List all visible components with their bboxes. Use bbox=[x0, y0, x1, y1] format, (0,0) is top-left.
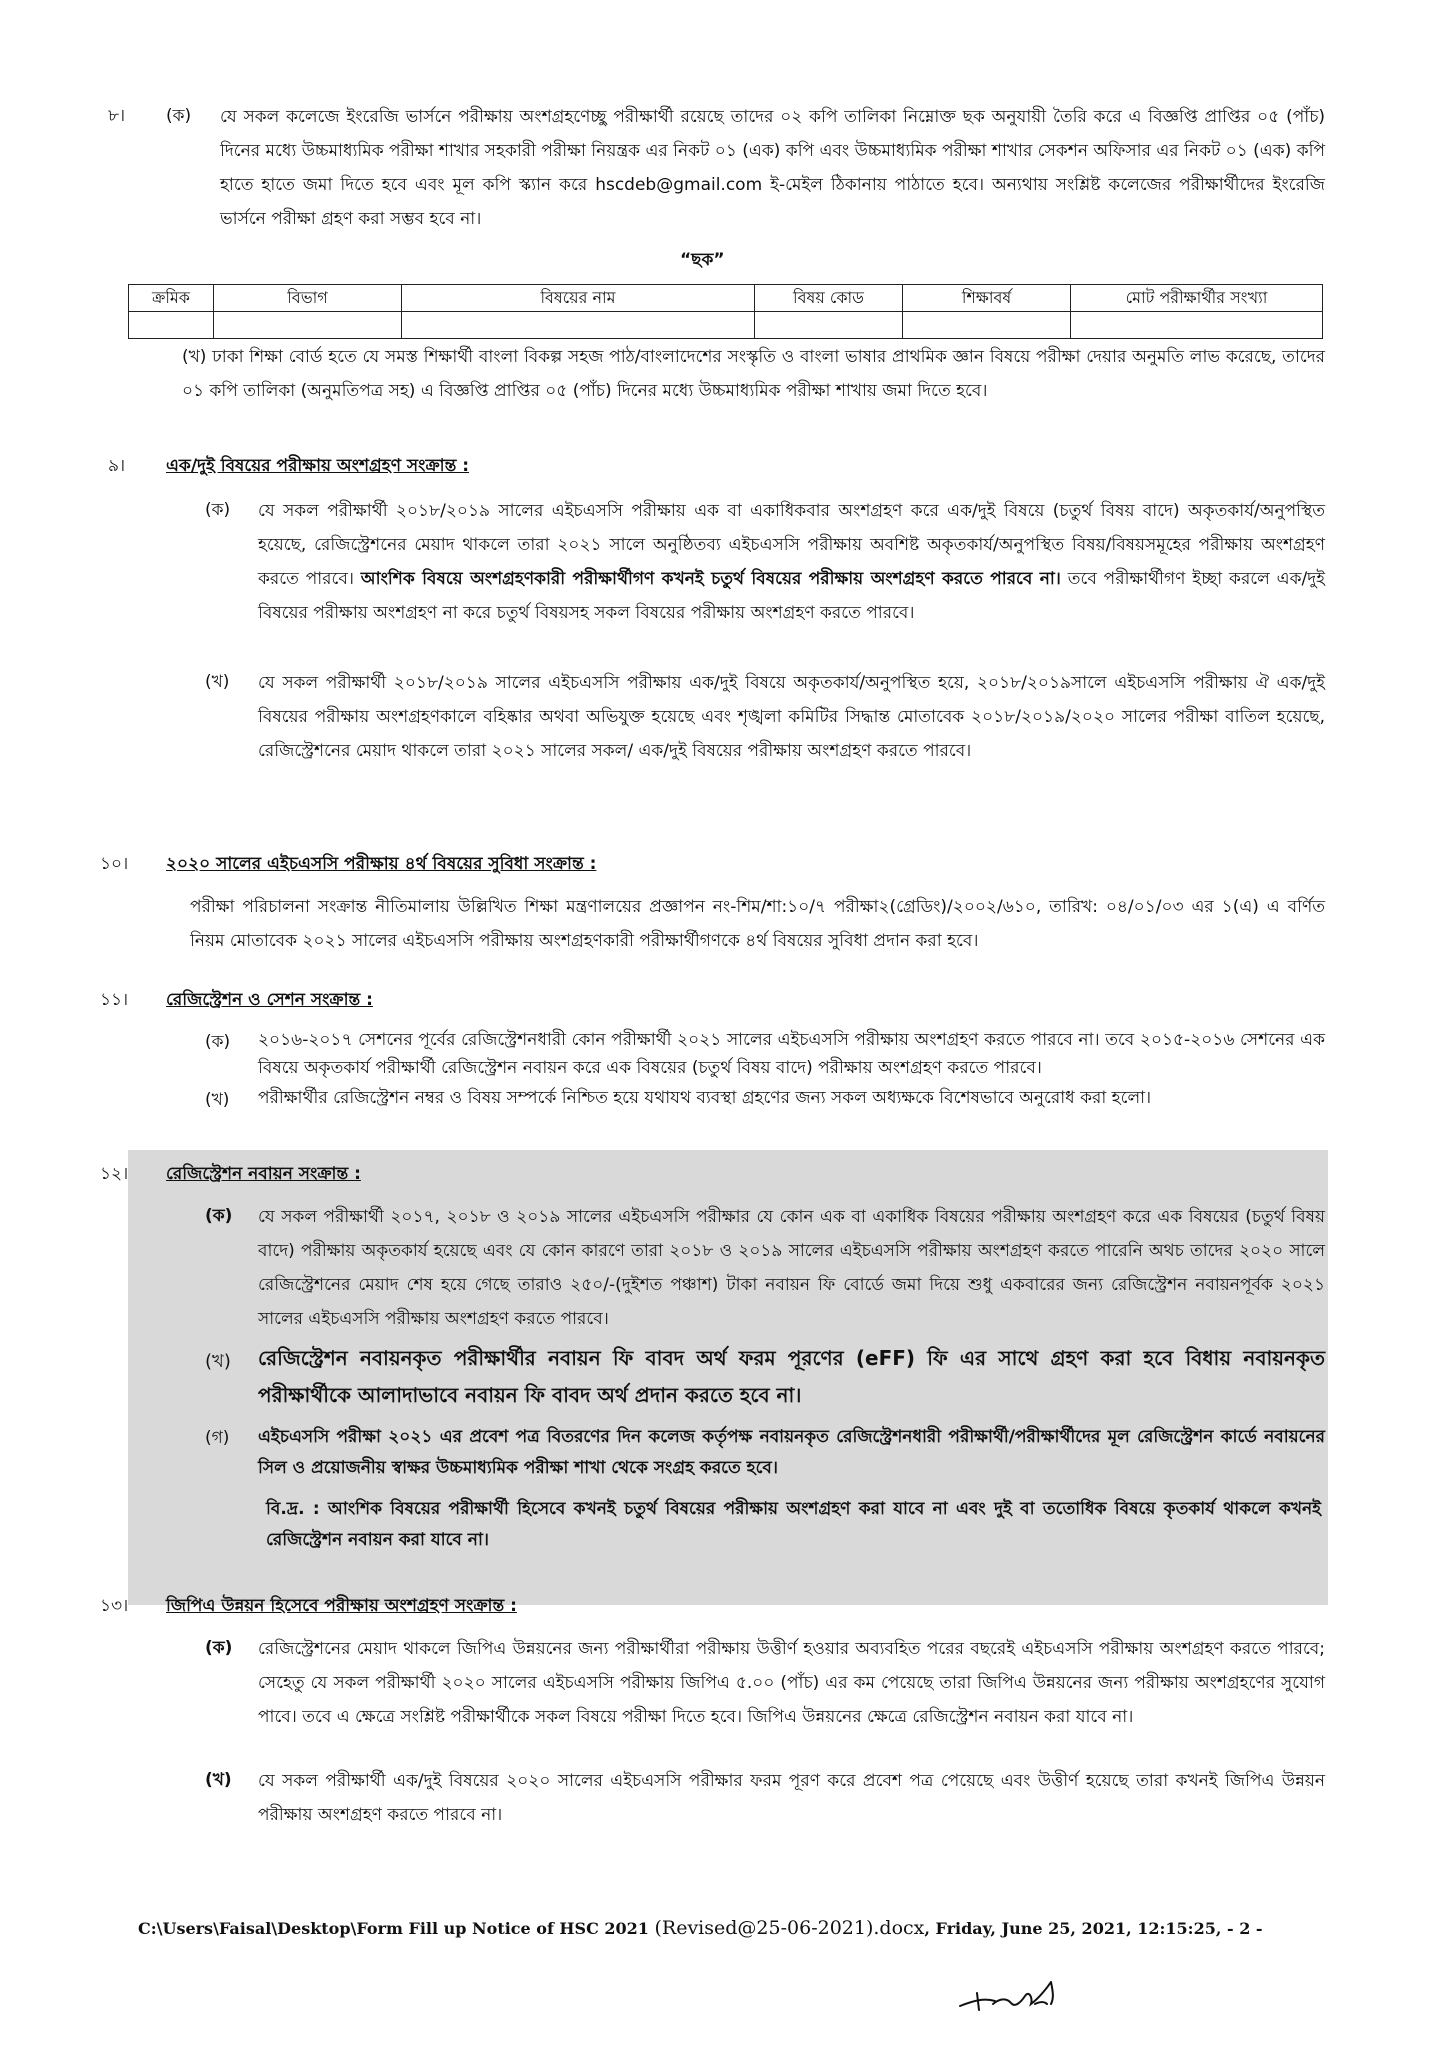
footer-meta: , Friday, June 25, 2021, 12:15:25, - 2 - bbox=[924, 1919, 1263, 1938]
section-9-ka-label: (ক) bbox=[205, 500, 231, 520]
footer-revised: (Revised@25-06-2021).docx bbox=[654, 1917, 925, 1939]
table-header-row bbox=[129, 285, 1323, 312]
section-12-ka-text: যে সকল পরীক্ষার্থী ২০১৭, ২০১৮ ও ২০১৯ সালের এইচএসসি পরীক্ষার যে কোন এক বা একাধিক বিষয়ের পরীক্ষায় অংশগ্রহণ করে এক বিষয়ের (চতুর্থ বিষয় বাদে) পরীক্ষায় অকৃতকার্য হয়েছে এবং যে কোন কারণে তারা ২০১৮ ও ২০১৯ সালের এইচএসসি পরীক্ষায় অংশগ্রহণ করতে পারেনি অথচ তাদের ২০২০ সালে রেজিস্ট্রেশনের মেয়াদ শেষ হয়ে গেছে তারাও ২৫০/-(দুইশত পঞ্চাশ) টাকা নবায়ন ফি বোর্ডে জমা দিয়ে শুধু একবারের জন্য রেজিস্ট্রেশন নবায়নপূর্বক ২০২১ সালের এইচএসসি পরীক্ষায় অংশগ্রহণ করতে পারবে। bbox=[258, 1207, 1325, 1329]
section-12-number: ১২। bbox=[100, 1164, 129, 1184]
table-header-cell: বিষয় কোড bbox=[755, 285, 903, 312]
section-8-ka-label: (ক) bbox=[166, 106, 192, 126]
section-12-heading: রেজিস্ট্রেশন নবায়ন সংক্রান্ত : bbox=[166, 1164, 361, 1184]
table-header-cell: শিক্ষাবর্ষ bbox=[903, 285, 1071, 312]
section-11-heading: রেজিস্ট্রেশন ও সেশন সংক্রান্ত : bbox=[166, 990, 373, 1010]
table-header-cell: ক্রমিক bbox=[129, 285, 214, 312]
section-13-ka-label: (ক) bbox=[205, 1638, 233, 1658]
section-9-ka-text-part2: তবে পরীক্ষার্থীগণ ইচ্ছা করলে এক/দুই বিষয়ের পরীক্ষায় অংশগ্রহণ না করে চতুর্থ বিষয়সহ সকল বিষয়ের পরীক্ষায় অংশগ্রহণ করতে পারবে। bbox=[258, 569, 1325, 623]
table-row bbox=[129, 312, 1323, 339]
section-10-number: ১০। bbox=[100, 854, 129, 874]
table-cell bbox=[903, 312, 1071, 339]
table-header-cell: বিভাগ bbox=[214, 285, 402, 312]
table-cell bbox=[755, 312, 903, 339]
section-9-number: ৯। bbox=[108, 456, 126, 476]
section-13-kha-label: (খ) bbox=[205, 1770, 232, 1790]
section-13-ka-text: রেজিস্ট্রেশনের মেয়াদ থাকলে জিপিএ উন্নয়নের জন্য পরীক্ষার্থীরা পরীক্ষায় উত্তীর্ণ হওয়ার অব্যবহিত পরের বছরেই এইচএসসি পরীক্ষায় অংশগ্রহণ করতে পারবে; সেহেতু যে সকল পরীক্ষার্থী ২০২০ সালের এইচএসসি পরীক্ষায় জিপিএ ৫.০০ (পাঁচ) এর কম পেয়েছে তারা জিপিএ উন্নয়নের জন্য পরীক্ষায় অংশগ্রহণের সুযোগ পাবে। তবে এ ক্ষেত্রে সংশ্লিষ্ট পরীক্ষার্থীকে সকল বিষয়ে পরীক্ষা দিতে হবে। জিপিএ উন্নয়নের ক্ষেত্রে রেজিস্ট্রেশন নবায়ন করা যাবে না। bbox=[258, 1639, 1325, 1727]
section-12-kha-label: (খ) bbox=[205, 1351, 231, 1372]
section-12-ga-label: (গ) bbox=[205, 1428, 230, 1448]
table-header-cell: মোট পরীক্ষার্থীর সংখ্যা bbox=[1071, 285, 1323, 312]
chhok-title: “ছক” bbox=[680, 250, 725, 270]
section-12-ka-label: (ক) bbox=[205, 1206, 233, 1226]
section-9-ka-text-bold: আংশিক বিষয়ে অংশগ্রহণকারী পরীক্ষার্থীগণ কখনই চতুর্থ বিষয়ের পরীক্ষায় অংশগ্রহণ করতে পারবে না। bbox=[360, 569, 1061, 589]
table-cell bbox=[129, 312, 214, 339]
section-12-ga-text: এইচএসসি পরীক্ষা ২০২১ এর প্রবেশ পত্র বিতরণের দিন কলেজ কর্তৃপক্ষ নবায়নকৃত রেজিস্ট্রেশনধারী পরীক্ষার্থী/পরীক্ষার্থীদের মূল রেজিস্ট্রেশন কার্ডে নবায়নের সিল ও প্রয়োজনীয় স্বাক্ষর উচ্চমাধ্যমিক পরীক্ষা শাখা থেকে সংগ্রহ করতে হবে। bbox=[258, 1427, 1325, 1479]
section-13-heading: জিপিএ উন্নয়ন হিসেবে পরীক্ষায় অংশগ্রহণ সংক্রান্ত : bbox=[166, 1596, 517, 1616]
section-9-ka-text-part1: যে সকল পরীক্ষার্থী ২০১৮/২০১৯ সালের এইচএসসি পরীক্ষায় এক বা একাধিকবার অংশগ্রহণ করে এক/দুই বিষয়ে (চতুর্থ বিষয় বাদে) অকৃতকার্য/অনুপস্থিত হয়েছে, রেজিস্ট্রেশনের মেয়াদ থাকলে তারা ২০২১ সালে অনুষ্ঠিতব্য এইচএসসি পরীক্ষায় অবশিষ্ট অকৃতকার্য/অনুপস্থিত বিষয়/বিষয়সমূহের পরীক্ষায় অংশগ্রহণ করতে পারবে। bbox=[258, 501, 1325, 589]
table-header-cell: বিষয়ের নাম bbox=[402, 285, 755, 312]
section-9-heading: এক/দুই বিষয়ের পরীক্ষায় অংশগ্রহণ সংক্রান্ত : bbox=[166, 456, 470, 476]
section-11-ka-text: ২০১৬-২০১৭ সেশনের পূর্বের রেজিস্ট্রেশনধারী কোন পরীক্ষার্থী ২০২১ সালের এইচএসসি পরীক্ষায় অংশগ্রহণ করতে পারবে না। তবে ২০১৫-২০১৬ সেশনের এক বিষয়ে অকৃতকার্য পরীক্ষার্থী রেজিস্ট্রেশন নবায়ন করে এক বিষয়ের (চতুর্থ বিষয় বাদে) পরীক্ষায় অংশগ্রহণ করতে পারবে। bbox=[258, 1030, 1325, 1079]
section-11-kha-text: পরীক্ষার্থীর রেজিস্ট্রেশন নম্বর ও বিষয় সম্পর্কে নিশ্চিত হয়ে যথাযথ ব্যবস্থা গ্রহণের জন্য সকল অধ্যক্ষকে বিশেষভাবে অনুরোধ করা হলো। bbox=[258, 1088, 1152, 1108]
table-cell bbox=[402, 312, 755, 339]
section-11-ka-label: (ক) bbox=[205, 1032, 231, 1052]
footer-path: C:\Users\Faisal\Desktop\Form Fill up Notice of HSC 2021 bbox=[138, 1919, 649, 1938]
section-10-text: পরীক্ষা পরিচালনা সংক্রান্ত নীতিমালায় উল্লিখিত শিক্ষা মন্ত্রণালয়ের প্রজ্ঞাপন নং-শিম/শা:১০/৭ পরীক্ষা২(গ্রেডিং)/২০০২/৬১০, তারিখ: ০৪/০১/০৩ এর ১(এ) এ বর্ণিত নিয়ম মোতাবেক ২০২১ সালের এইচএসসি পরীক্ষায় অংশগ্রহণকারী পরীক্ষার্থীগণকে ৪র্থ বিষয়ের সুবিধা প্রদান করা হবে। bbox=[190, 897, 1325, 951]
section-12-kha-text: রেজিস্ট্রেশন নবায়নকৃত পরীক্ষার্থীর নবায়ন ফি বাবদ অর্থ ফরম পূরণের (eFF) ফি এর সাথে গ্রহণ করা হবে বিধায় নবায়নকৃত পরীক্ষার্থীকে আলাদাভাবে নবায়ন ফি বাবদ অর্থ প্রদান করতে হবে না। bbox=[258, 1346, 1325, 1407]
section-11-kha-label: (খ) bbox=[205, 1090, 230, 1110]
section-8-ka-text: যে সকল কলেজে ইংরেজি ভার্সনে পরীক্ষায় অংশগ্রহণেচ্ছু পরীক্ষার্থী রয়েছে তাদের ০২ কপি তালিকা নিম্নোক্ত ছক অনুযায়ী তৈরি করে এ বিজ্ঞপ্তি প্রাপ্তির ০৫ (পাঁচ) দিনের মধ্যে উচ্চমাধ্যমিক পরীক্ষা শাখার সহকারী পরীক্ষা নিয়ন্ত্রক এর নিকট ০১ (এক) কপি এবং উচ্চমাধ্যমিক পরীক্ষা শাখার সেকশন অফিসার এর নিকট ০১ (এক) কপি হাতে হাতে জমা দিতে হবে এবং মূল কপি স্ক্যান করে hscdeb@gmail.com ই-মেইল ঠিকানায় পাঠাতে হবে। অন্যথায় সংশ্লিষ্ট কলেজের পরীক্ষার্থীদের ইংরেজি ভার্সনে পরীক্ষা গ্রহণ করা সম্ভব হবে না। bbox=[220, 107, 1325, 229]
chhok-table bbox=[128, 284, 1323, 339]
section-10-heading: ২০২০ সালের এইচএসসি পরীক্ষায় ৪র্থ বিষয়ের সুবিধা সংক্রান্ত : bbox=[166, 854, 597, 874]
section-9-kha-label: (খ) bbox=[205, 672, 230, 692]
section-11-number: ১১। bbox=[100, 990, 129, 1010]
section-9-ka-text bbox=[258, 494, 1325, 630]
table-cell bbox=[1071, 312, 1323, 339]
section-8-kha-text: (খ) ঢাকা শিক্ষা বোর্ড হতে যে সমস্ত শিক্ষার্থী বাংলা বিকল্প সহজ পাঠ/বাংলাদেশের সংস্কৃতি ও বাংলা ভাষার প্রাথমিক জ্ঞান বিষয়ে পরীক্ষা দেয়ার অনুমতি লাভ করেছে, তাদের ০১ কপি তালিকা (অনুমতিপত্র সহ) এ বিজ্ঞপ্তি প্রাপ্তির ০৫ (পাঁচ) দিনের মধ্যে উচ্চমাধ্যমিক পরীক্ষা শাখায় জমা দিতে হবে। bbox=[182, 347, 1325, 401]
section-9-kha-text: যে সকল পরীক্ষার্থী ২০১৮/২০১৯ সালের এইচএসসি পরীক্ষায় এক/দুই বিষয়ে অকৃতকার্য/অনুপস্থিত হয়ে, ২০১৮/২০১৯সালে এইচএসসি পরীক্ষায় ঐ এক/দুই বিষয়ের পরীক্ষায় অংশগ্রহণকালে বহিষ্কার অথবা অভিযুক্ত হয়েছে এবং শৃঙ্খলা কমিটির সিদ্ধান্ত মোতাবেক ২০১৮/২০১৯/২০২০ সালের পরীক্ষা বাতিল হয়েছে, রেজিস্ট্রেশনের মেয়াদ থাকলে তারা ২০২১ সালের সকল/ এক/দুই বিষয়ের পরীক্ষায় অংশগ্রহণ করতে পারবে। bbox=[258, 673, 1325, 761]
document-footer bbox=[138, 1910, 1263, 1946]
table-cell bbox=[214, 312, 402, 339]
signature bbox=[955, 1968, 1085, 2018]
section-8-number: ৮। bbox=[108, 106, 126, 126]
section-12-note: বি.দ্র. : আংশিক বিষয়ের পরীক্ষার্থী হিসেবে কখনই চতুর্থ বিষয়ের পরীক্ষায় অংশগ্রহণ করা যাবে না এবং দুই বা ততোধিক বিষয়ে কৃতকার্য থাকলে কখনই রেজিস্ট্রেশন নবায়ন করা যাবে না। bbox=[266, 1499, 1321, 1551]
section-13-number: ১৩। bbox=[100, 1596, 129, 1616]
section-13-kha-text: যে সকল পরীক্ষার্থী এক/দুই বিষয়ের ২০২০ সালের এইচএসসি পরীক্ষার ফরম পূরণ করে প্রবেশ পত্র পেয়েছে এবং উত্তীর্ণ হয়েছে তারা কখনই জিপিএ উন্নয়ন পরীক্ষায় অংশগ্রহণ করতে পারবে না। bbox=[258, 1771, 1325, 1825]
